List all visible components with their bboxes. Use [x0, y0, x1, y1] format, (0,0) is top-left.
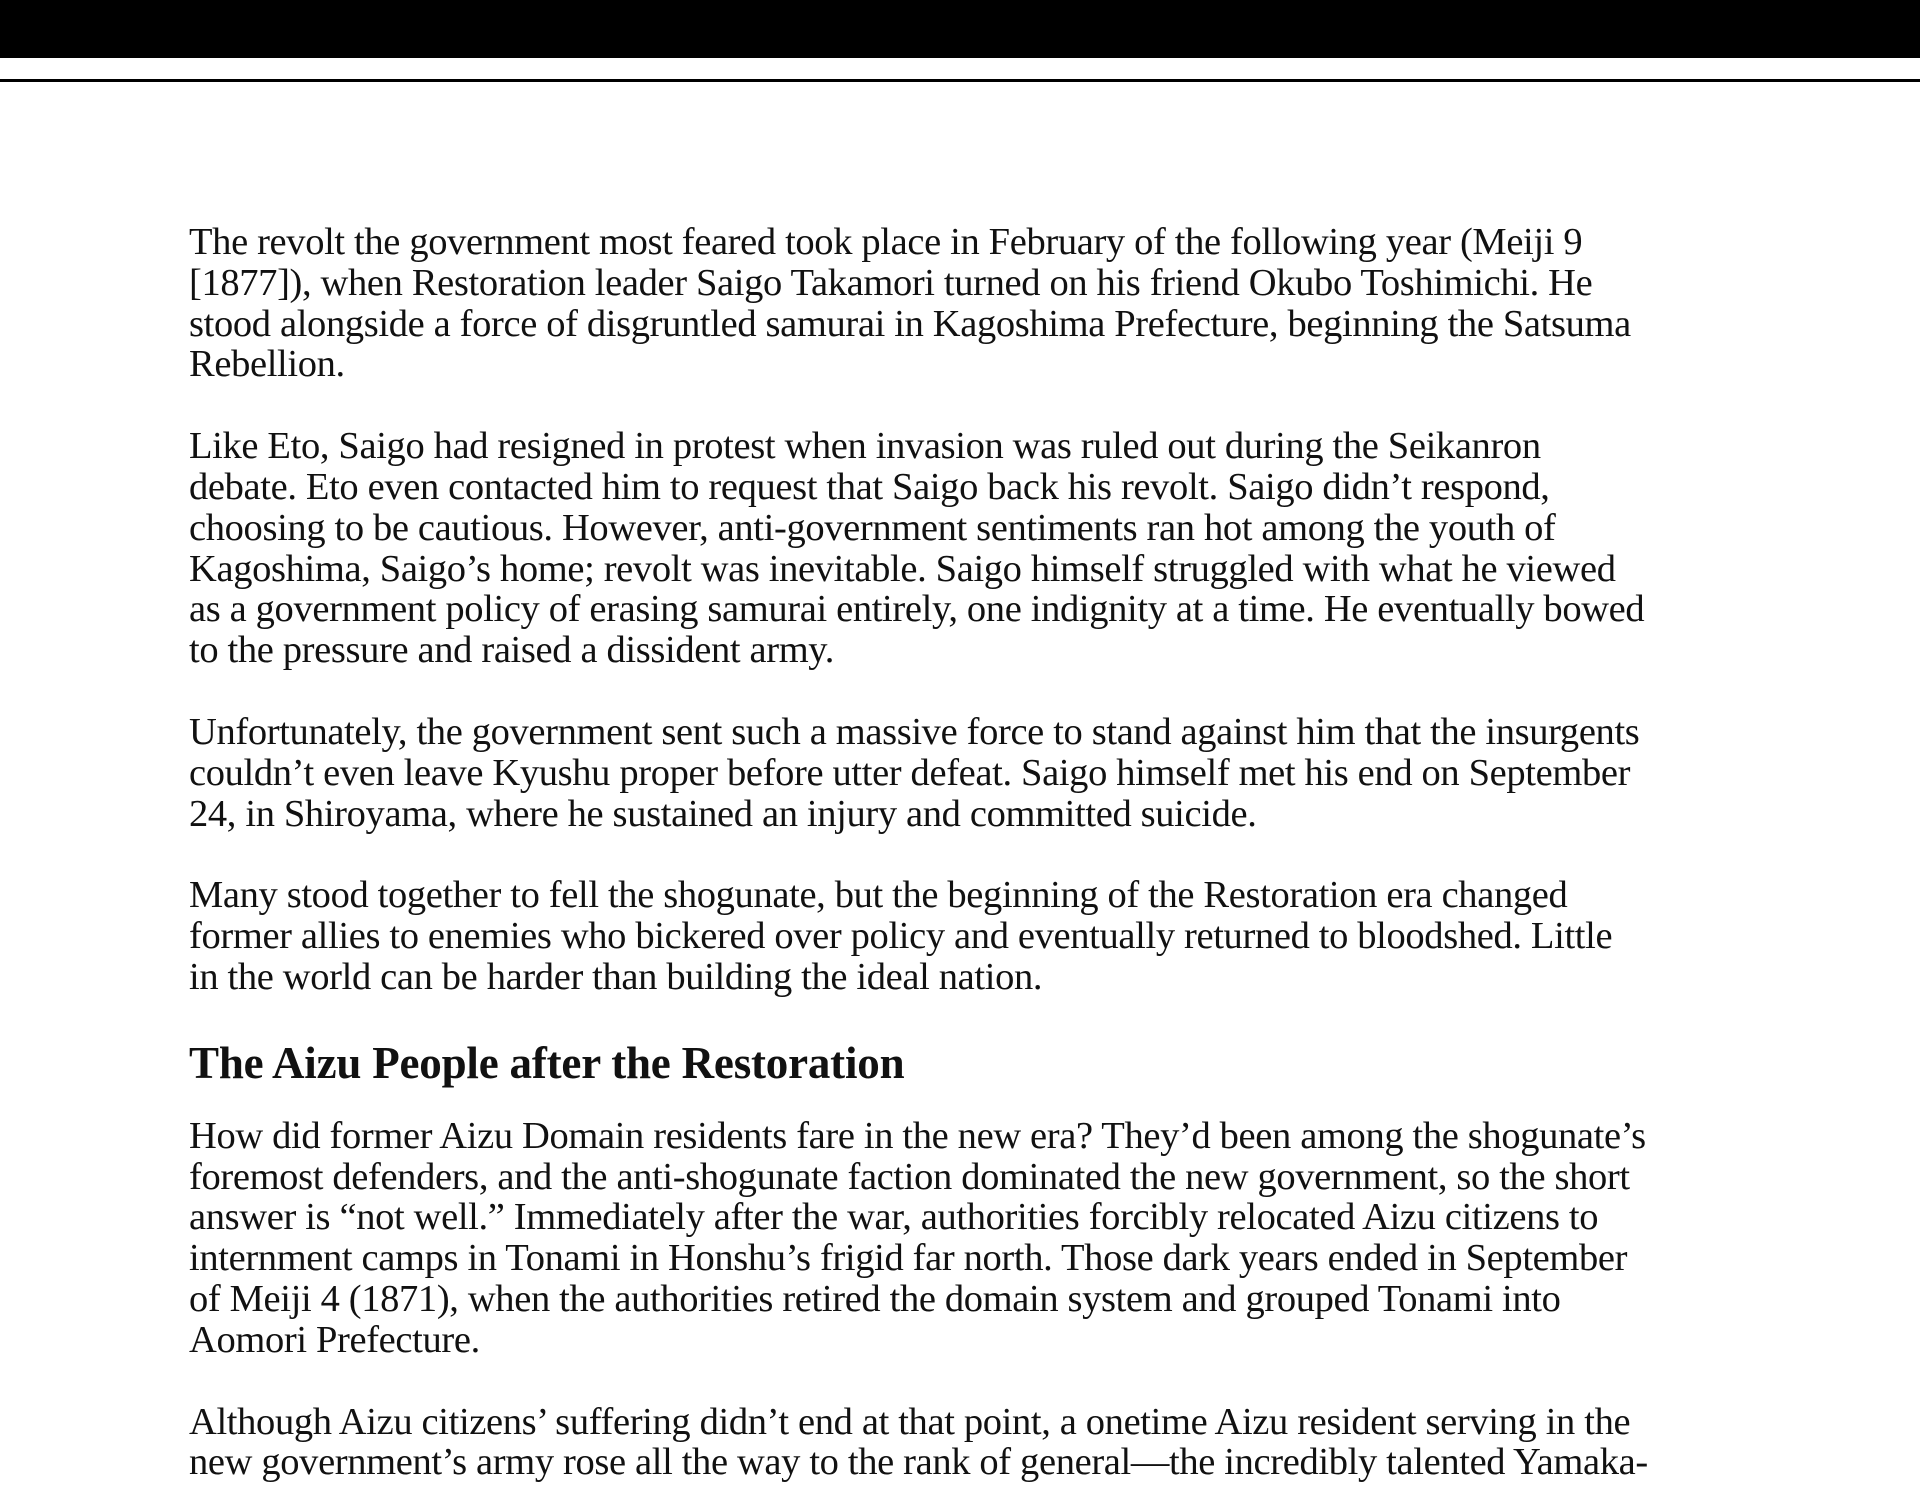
top-rule-divider	[0, 79, 1920, 82]
page-content	[189, 222, 1779, 1500]
paragraph-saigo-defeat: Unfortunately, the government sent such a massive force to stand against him that the insurgents couldn’t even leave Kyushu proper before utter defeat. Saigo himself met his end on September 24, in Shiroyama, where he sustained an injury and committed suicide.	[189, 710, 1640, 835]
top-black-bar	[0, 0, 1920, 58]
paragraph-aizu-general: Although Aizu citizens’ suffering didn’t end at that point, a onetime Aizu resident serving in the new government’s army rose all the way to the rank of general—the incredibly talented Yamaka-	[189, 1400, 1648, 1484]
paragraph-satsuma-rebellion: The revolt the government most feared took place in February of the following year (Meiji 9 [1877]), when Restoration leader Saigo Takamori turned on his friend Okubo Toshimichi. He stood alongside a force of disgruntled samurai in Kagoshima Prefecture, beginning the Satsuma Rebellion.	[189, 222, 1631, 386]
section-heading: The Aizu People after the Restoration	[189, 1037, 905, 1088]
paragraph-restoration-summary: Many stood together to fell the shogunate, but the beginning of the Restoration era changed former allies to enemies who bickered over policy and eventually returned to bloodshed. Little in the world can be harder than building the ideal nation.	[189, 874, 1613, 998]
paragraph-aizu-fate: How did former Aizu Domain residents fare in the new era? They’d been among the shogunate’s foremost defenders, and the anti-shogunate faction dominated the new government, so the short answer is “not well.” Immediately after the war, authorities forcibly relocated Aizu citizens to internment camps in Tonami in Honshu’s frigid far north. Those dark years ended in September of Meiji 4 (1871), when the authorities retired the domain system and grouped Tonami into Aomori Prefecture.	[189, 1114, 1646, 1361]
paragraph-saigo-resignation: Like Eto, Saigo had resigned in protest when invasion was ruled out during the Seikanron debate. Eto even contacted him to request that Saigo back his revolt. Saigo didn’t respond, choosing to be cautious. However, anti-government sentiments ran hot among the youth of Kagoshima, Saigo’s home; revolt was inevitable. Saigo himself struggled with what he viewed as a government policy of erasing samurai entirely, one indignity at a time. He eventually bowed to the pressure and raised a dissident army.	[189, 425, 1645, 672]
